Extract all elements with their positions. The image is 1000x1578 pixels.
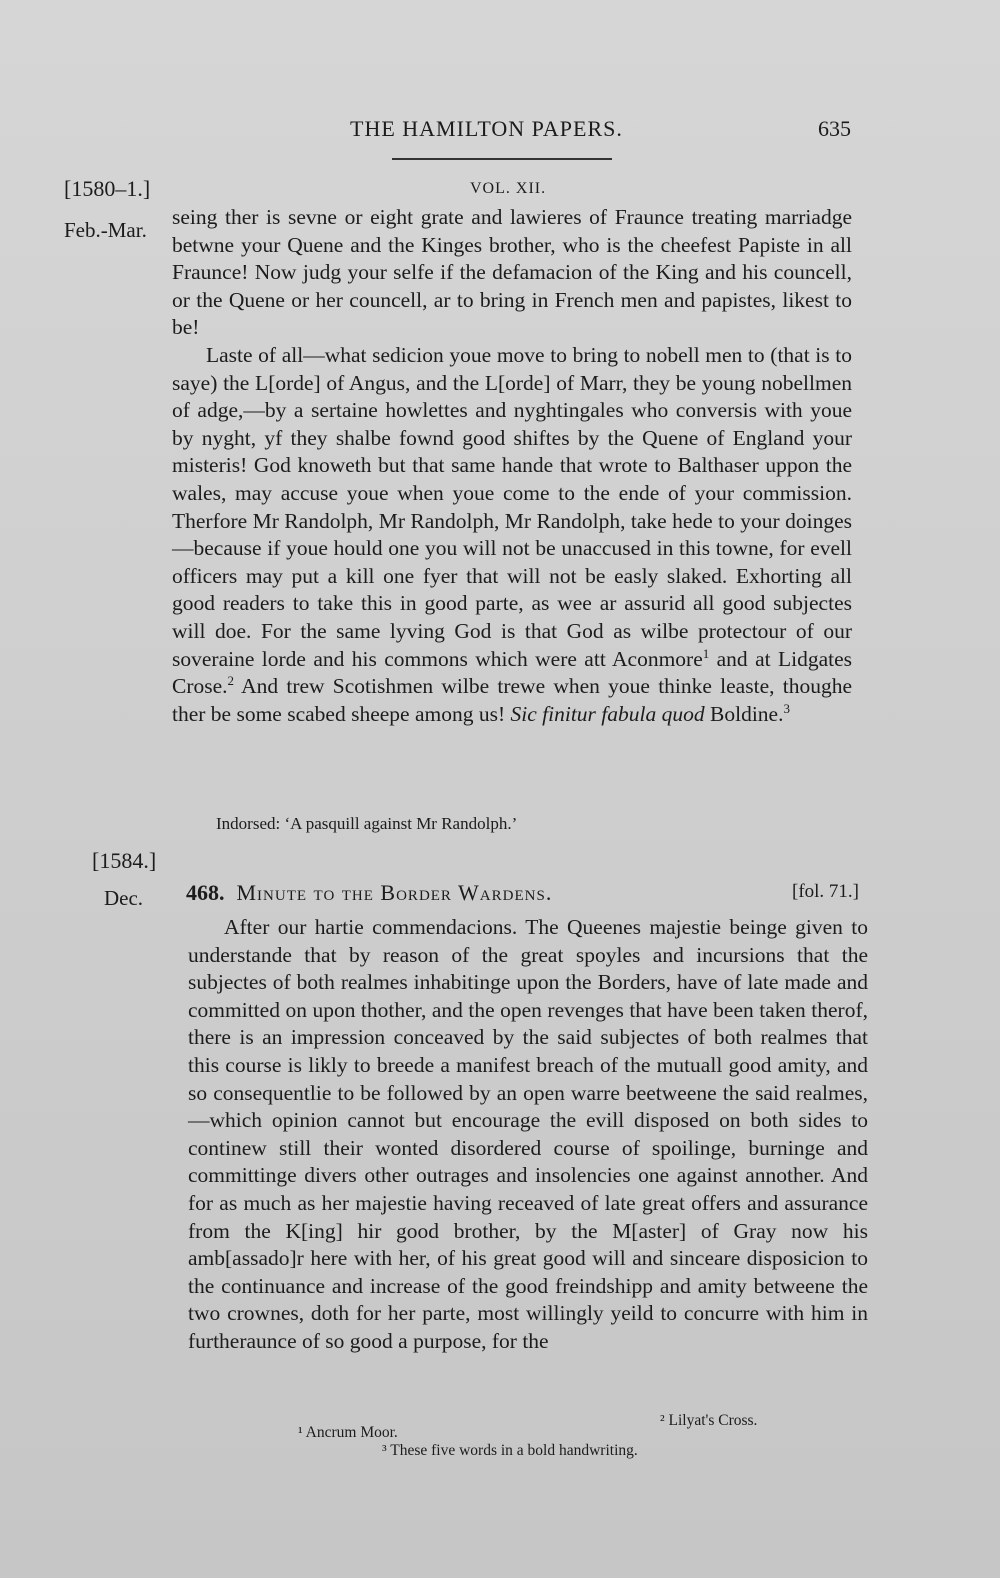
entry-heading [186, 880, 552, 906]
margin-year-1584: [1584.] [92, 848, 157, 873]
entry-number: 468. [186, 880, 225, 905]
document-text-first [172, 204, 852, 728]
footnote-ref-3: 3 [783, 700, 790, 716]
volume-label: VOL. XII. [470, 180, 547, 197]
page-title: THE HAMILTON PAPERS. [350, 116, 623, 141]
entry-paragraph: After our hartie commendacions. The Queenes majestie beinge given to understande that by reason of the great spoyles and incursions that the subjectes of both realmes inhabitinge upon the Borders, have of late made and committed on upon thother, and the open revenges that have been taken therof, there is an impression conceaved by the said subjectes of both realmes that this course is likly to breede a manifest breach of the mutuall good amity, and so consequentlie to be followed by an open warre beetweene the said realmes,—which opinion cannot but encourage the evill disposed on both sides to continew still their wonted disordered course of spoilinge, burninge and committinge divers other outrages and insolencies one against annother. And for as much as her majestie having receaved of late great offers and assurance from the K[ing] hir good brother, by the M[aster] of Gray now his amb[assado]r here with her, of his great good will and sinceare disposicion to the continuance and increase of the good freindshipp and amity betweene the two crownes, doth for her parte, most willingly yeild to concurre with him in furtheraunce of so good a purpose, for the [188, 915, 868, 1353]
year-tag: [1580–1.] [64, 176, 151, 201]
entry-title: Minute to the Border Wardens. [236, 880, 553, 905]
running-head [0, 116, 1000, 146]
footnote-1: ¹ Ancrum Moor. [298, 1424, 398, 1441]
paragraph-2-text-b: and at Lidgates Crose. [172, 646, 853, 699]
paragraph-2-text-d: Boldine. [704, 701, 784, 726]
paragraph-2-text-a: Laste of all—what sedicion youe move to bring to nobell men to (that is to saye) the L[orde] of Angus, and the L[orde] of Marr, they be young nobellmen of adge,—by a sertaine howlettes and nyghtingales who conversis with youe by nyght, yf they shalbe fownd good shiftes by the Quene of England your misteris! God knoweth but that same hande that wrote to Balthaser uppon the wales, may accuse youe when youe come to the ende of your commission. Therfore Mr Randolph, Mr Randolph, Mr Randolph, take hede to your doinges—because if youe hould one you will not be unaccused in this towne, for evell officers may put a kill one fyer that will not be easly slaked. Exhorting all good readers to take this in good parte, as wee ar assurid all good subjectes will doe. For the same lyving God is that God as wilbe protectour of our soveraine lorde and his commons which were att Aconmore [172, 342, 852, 671]
margin-date-feb-mar: Feb.-Mar. [64, 218, 147, 242]
margin-month-dec: Dec. [104, 886, 144, 910]
latin-phrase: Sic finitur fabula quod [510, 701, 705, 726]
footnote-3: ³ These five words in a bold handwriting. [382, 1442, 638, 1459]
footnote-ref-1: 1 [702, 645, 710, 661]
header-rule [392, 158, 612, 160]
document-text-second [188, 914, 868, 1356]
folio-reference: [fol. 71.] [792, 881, 860, 902]
footnote-ref-2: 2 [227, 672, 235, 688]
volume-line [0, 176, 1000, 206]
paragraph-2-text-c: And trew Scotishmen wilbe trewe when youe thinke leaste, thoughe ther be some scabed sheepe among us! [172, 674, 852, 726]
paragraph-2 [172, 342, 852, 728]
footnote-2: ² Lilyat's Cross. [660, 1412, 758, 1429]
indorsement: Indorsed: ‘A pasquill against Mr Randolph.’ [216, 814, 518, 833]
footnotes [0, 1412, 1000, 1472]
paragraph-1: seing ther is sevne or eight grate and lawieres of Fraunce treating marriadge betwne your Quene and the Kinges brother, who is the cheefest Papiste in all Fraunce! Now judg your selfe if the defamacion of the King and his councell, or the Quene or her councell, ar to bring in French men and papistes, likest to be! [172, 205, 852, 340]
page-number: 635 [818, 116, 851, 141]
